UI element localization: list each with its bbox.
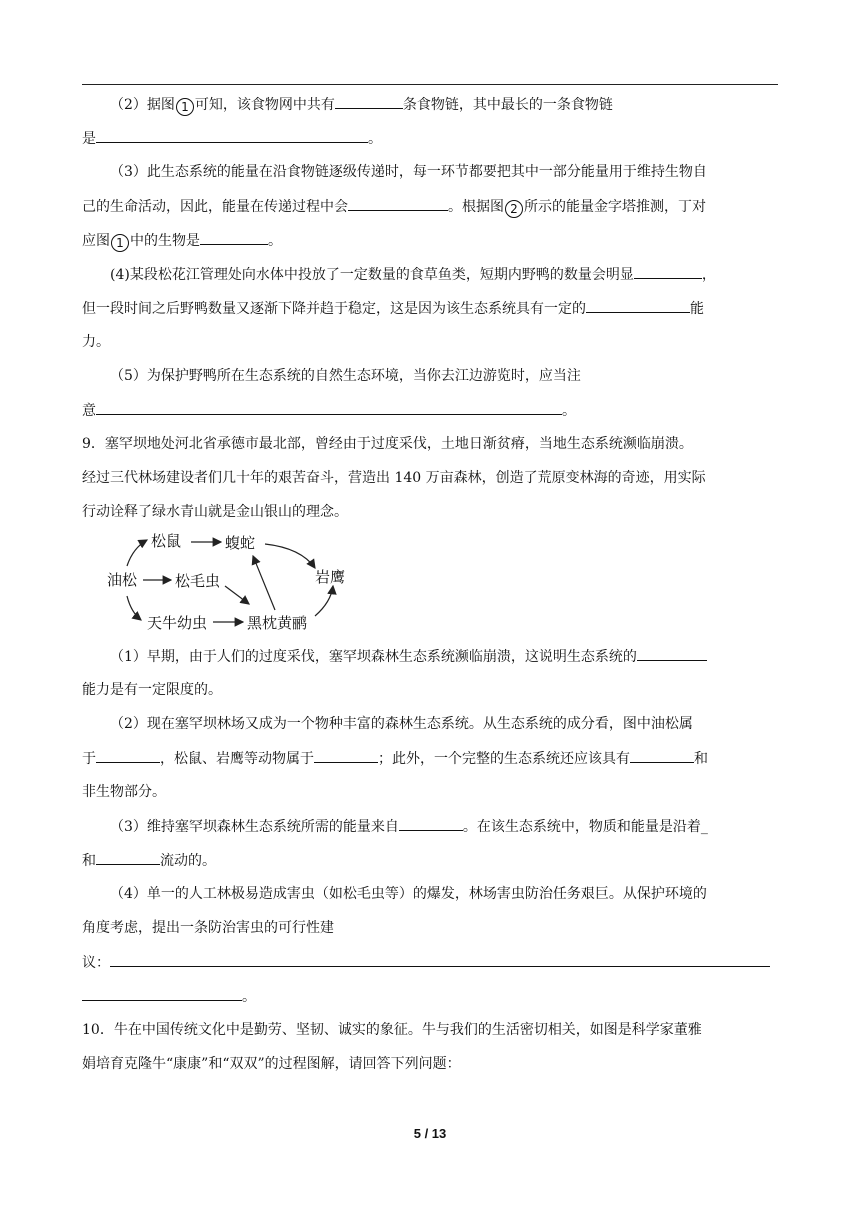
- answer-blank[interactable]: [96, 400, 562, 415]
- answer-blank[interactable]: [399, 816, 463, 831]
- answer-blank[interactable]: [586, 298, 690, 313]
- answer-blank[interactable]: [348, 196, 448, 211]
- answer-blank[interactable]: [96, 128, 368, 143]
- q9-part2-line3: 非生物部分。: [82, 784, 166, 800]
- answer-blank[interactable]: [335, 94, 403, 109]
- q8-part4-line3: 力。: [82, 334, 110, 350]
- q9-part2-line2: 于 ，松鼠、岩鹰等动物属于 ；此外，一个完整的生态系统还应该具有 和: [82, 748, 782, 769]
- answer-blank[interactable]: [82, 986, 242, 1001]
- organism-pine: 油松: [107, 571, 138, 589]
- answer-blank[interactable]: [634, 264, 702, 279]
- q9-intro-line3: 行动诠释了绿水青山就是金山银山的理念。: [82, 504, 348, 520]
- arrow-oriole-to-eagle: [315, 586, 333, 616]
- q9-part1-line1: （1）早期，由于人们的过度采伐，塞罕坝森林生态系统濒临崩溃，这说明生态系统的: [110, 646, 810, 667]
- arrow-pine-to-larva: [127, 596, 141, 620]
- q8-part5-line2: 意 。: [82, 400, 782, 421]
- q8-part3-line1: （3）此生态系统的能量在沿食物链逐级传递时，每一环节都要把其中一部分能量用于维持生物自: [110, 164, 707, 180]
- q8-part5-line1: （5）为保护野鸭所在生态系统的自然生态环境，当你去江边游览时，应当注: [110, 368, 581, 384]
- q8-part3-line3: 应图 1 中的生物是 。: [82, 230, 782, 252]
- organism-oriole: 黑枕黄鹂: [247, 614, 308, 632]
- food-web-diagram: [103, 524, 363, 636]
- circled-number-1: 1: [111, 234, 129, 252]
- answer-blank[interactable]: [314, 748, 378, 763]
- organism-eagle: 岩鹰: [315, 568, 346, 586]
- q9-part3-line1: （3）维持塞罕坝森林生态系统所需的能量来自 。在该生态系统中，物质和能量是沿着_: [110, 816, 810, 837]
- q8-part3-line2: 己的生命活动，因此，能量在传递过程中会 。根据图 2 所示的能量金字塔推测，丁对: [82, 196, 782, 218]
- answer-blank[interactable]: [96, 748, 160, 763]
- answer-blank[interactable]: [200, 230, 268, 245]
- answer-blank[interactable]: [630, 748, 694, 763]
- q8-part4-line2: 但一段时间之后野鸭数量又逐渐下降并趋于稳定，这是因为该生态系统具有一定的 能: [82, 298, 782, 319]
- organism-longhorn-larva: 天牛幼虫: [147, 614, 208, 632]
- answer-blank[interactable]: [96, 850, 160, 865]
- q9-part1-line2: 能力是有一定限度的。: [82, 682, 222, 698]
- q9-part3-line2: 和 流动的。: [82, 850, 782, 871]
- q9-part2-line1: （2）现在塞罕坝林场又成为一个物种丰富的森林生态系统。从生态系统的成分看，图中油松属: [110, 716, 693, 732]
- q9-part4-line4: 。: [82, 986, 782, 1007]
- q8-part2-line1: （2）据图 1 可知，该食物网中共有 条食物链，其中最长的一条食物链: [110, 94, 810, 116]
- arrow-caterpillar-to-oriole: [225, 586, 249, 604]
- organism-squirrel: 松鼠: [151, 532, 182, 550]
- circled-number-2: 2: [505, 200, 523, 218]
- q8-part4-line1: (4)某段松花江管理处向水体中投放了一定数量的食草鱼类，短期内野鸭的数量会明显 ，: [110, 264, 810, 285]
- answer-blank[interactable]: [110, 952, 770, 967]
- arrow-snake-to-eagle: [265, 544, 315, 568]
- q9-part4-line3: 议：: [82, 952, 782, 973]
- arrow-pine-to-squirrel: [127, 540, 147, 566]
- arrow-oriole-to-snake: [253, 556, 275, 610]
- q10-line2: 娟培育克隆牛“康康”和“双双”的过程图解，请回答下列问题：: [82, 1056, 461, 1072]
- circled-number-1: 1: [176, 98, 194, 116]
- q9-intro-line2: 经过三代林场建设者们几十年的艰苦奋斗，营造出 140 万亩森林，创造了荒原变林海的奇迹，用实际: [82, 470, 706, 486]
- organism-caterpillar: 松毛虫: [175, 572, 221, 590]
- q8-part2-line2: 是 。: [82, 128, 782, 149]
- q9-part4-line2: 角度考虑，提出一条防治害虫的可行性建: [82, 920, 334, 936]
- organism-snake: 蝮蛇: [225, 534, 256, 552]
- page-number: 5 / 13: [413, 1126, 447, 1141]
- q9-intro-line1: 9．塞罕坝地处河北省承德市最北部，曾经由于过度采伐，土地日渐贫瘠，当地生态系统濒临崩溃。: [82, 436, 693, 452]
- q10-line1: 10．牛在中国传统文化中是勤劳、坚韧、诚实的象征。牛与我们的生活密切相关，如图是科学家董雅: [82, 1022, 702, 1038]
- q9-part4-line1: （4）单一的人工林极易造成害虫（如松毛虫等）的爆发，林场害虫防治任务艰巨。从保护环境的: [110, 886, 707, 902]
- header-rule: [82, 84, 778, 85]
- answer-blank[interactable]: [637, 646, 707, 661]
